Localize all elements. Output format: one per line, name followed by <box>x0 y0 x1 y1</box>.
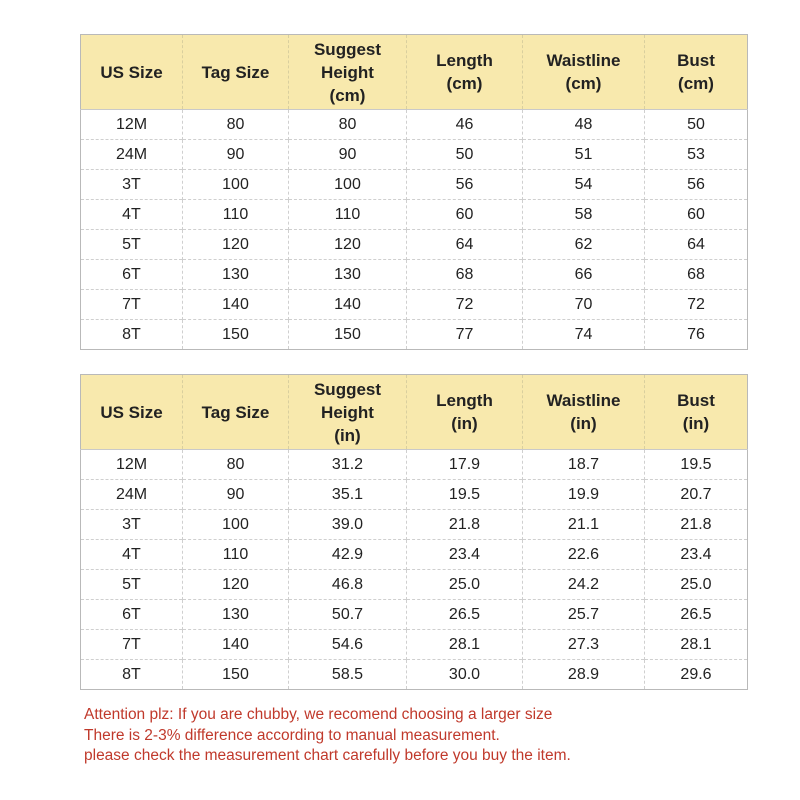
us-size-cell: 4T <box>81 200 183 230</box>
length-cell: 68 <box>407 260 523 290</box>
table-header <box>81 375 748 450</box>
waistline-cell: 25.7 <box>523 600 645 630</box>
waistline-cell: 54 <box>523 170 645 200</box>
note-line: There is 2-3% difference according to manual measurement. <box>84 726 500 744</box>
us-size-cell: 8T <box>81 660 183 690</box>
waistline-cell: 24.2 <box>523 570 645 600</box>
waistline-cell: 18.7 <box>523 450 645 480</box>
us-size-cell: 12M <box>115 455 148 473</box>
us-size-cell: 12M <box>115 115 148 133</box>
table-row <box>81 540 748 570</box>
table-row <box>81 570 748 600</box>
length-cell: 21.8 <box>407 510 523 540</box>
tag-size-cell: 80 <box>183 450 289 480</box>
bust-cell: 68 <box>645 260 748 290</box>
waistline-cell: 27.3 <box>523 630 645 660</box>
bust-cell: 21.8 <box>645 510 748 540</box>
us-size-cell: 5T <box>81 570 183 600</box>
bust-cell: 29.6 <box>645 660 748 690</box>
us-size-cell: 3T <box>81 170 183 200</box>
waistline-cell: 74 <box>523 320 645 350</box>
length-cell: 28.1 <box>407 630 523 660</box>
tag-size-cell: 110 <box>183 200 289 230</box>
height-cell: 110 <box>289 200 407 230</box>
height-cell: 46.8 <box>289 570 407 600</box>
height-cell: 35.1 <box>289 480 407 510</box>
length-cell: 50 <box>407 140 523 170</box>
waistline-cell: 62 <box>523 230 645 260</box>
length-cell: 60 <box>407 200 523 230</box>
height-cell: 100 <box>289 170 407 200</box>
length-cell: 23.4 <box>407 540 523 570</box>
us-size-cell: 24M <box>81 140 183 170</box>
bust-cell: 56 <box>645 170 748 200</box>
us-size-cell: 6T <box>81 600 183 630</box>
length-cell: 64 <box>407 230 523 260</box>
waistline-cell: 22.6 <box>523 540 645 570</box>
tag-size-cell: 140 <box>183 290 289 320</box>
waistline-cell: 58 <box>523 200 645 230</box>
tag-size-cell: 130 <box>183 260 289 290</box>
height-cell: 39.0 <box>289 510 407 540</box>
bust-cell: 76 <box>645 320 748 350</box>
table-row <box>81 140 748 170</box>
height-cell: 58.5 <box>289 660 407 690</box>
us-size-cell: 4T <box>81 540 183 570</box>
height-cell: 120 <box>289 230 407 260</box>
size-chart-inch-table <box>80 374 748 690</box>
header-bust: Bust (cm) <box>645 35 748 110</box>
height-cell: 130 <box>289 260 407 290</box>
height-cell: 140 <box>289 290 407 320</box>
waistline-cell: 51 <box>523 140 645 170</box>
header-length: Length (in) <box>407 375 523 450</box>
tag-size-cell: 100 <box>183 170 289 200</box>
length-cell: 56 <box>407 170 523 200</box>
length-cell: 46 <box>407 110 523 140</box>
header-suggest-height: Suggest Height (cm) <box>289 35 407 110</box>
bust-cell: 50 <box>645 110 748 140</box>
header-tag-size: Tag Size <box>183 375 289 450</box>
waistline-cell: 48 <box>523 110 645 140</box>
header-row <box>81 375 748 450</box>
note-line: Attention plz: If you are chubby, we recomend choosing a larger size <box>84 706 553 723</box>
header-waistline: Waistline (cm) <box>523 35 645 110</box>
us-size-cell: 3T <box>81 510 183 540</box>
waistline-cell: 66 <box>523 260 645 290</box>
waistline-cell: 21.1 <box>523 510 645 540</box>
bust-cell: 64 <box>645 230 748 260</box>
table-row <box>81 320 748 350</box>
header-tag-size: Tag Size <box>183 35 289 110</box>
height-cell: 54.6 <box>289 630 407 660</box>
bust-cell: 60 <box>645 200 748 230</box>
us-size-cell: 6T <box>81 260 183 290</box>
tag-size-cell: 130 <box>183 600 289 630</box>
height-cell: 50.7 <box>289 600 407 630</box>
tag-size-cell: 120 <box>183 570 289 600</box>
table-row <box>81 290 748 320</box>
table-header <box>81 35 748 110</box>
note-line: please check the measurement chart carefully before you buy the item. <box>84 747 571 764</box>
header-waistline: Waistline (in) <box>523 375 645 450</box>
length-cell: 25.0 <box>407 570 523 600</box>
height-cell: 31.2 <box>289 450 407 480</box>
bust-cell: 28.1 <box>645 630 748 660</box>
table-row <box>81 110 748 140</box>
length-cell: 30.0 <box>407 660 523 690</box>
us-size-cell: 7T <box>81 290 183 320</box>
waistline-cell: 70 <box>523 290 645 320</box>
tag-size-cell: 90 <box>183 480 289 510</box>
table-row <box>81 600 748 630</box>
header-bust: Bust (in) <box>645 375 748 450</box>
table-row <box>81 450 748 480</box>
header-suggest-height: Suggest Height (in) <box>289 375 407 450</box>
bust-cell: 72 <box>645 290 748 320</box>
bust-cell: 53 <box>645 140 748 170</box>
length-cell: 19.5 <box>407 480 523 510</box>
height-cell: 42.9 <box>289 540 407 570</box>
header-us-size: US Size <box>81 375 183 450</box>
tag-size-cell: 150 <box>183 320 289 350</box>
length-cell: 17.9 <box>407 450 523 480</box>
us-size-cell: 8T <box>81 320 183 350</box>
table-row <box>81 260 748 290</box>
height-cell: 90 <box>289 140 407 170</box>
table-body <box>81 450 748 690</box>
bust-cell: 19.5 <box>645 450 748 480</box>
us-size-cell: 24M <box>81 480 183 510</box>
bust-cell: 26.5 <box>645 600 748 630</box>
table-body <box>81 110 748 350</box>
tag-size-cell: 150 <box>183 660 289 690</box>
length-cell: 26.5 <box>407 600 523 630</box>
header-row <box>81 35 748 110</box>
length-cell: 77 <box>407 320 523 350</box>
header-length: Length (cm) <box>407 35 523 110</box>
table-row <box>81 230 748 260</box>
table-row <box>81 510 748 540</box>
table-row <box>81 170 748 200</box>
bust-cell: 20.7 <box>645 480 748 510</box>
us-size-cell: 7T <box>81 630 183 660</box>
table-row <box>81 630 748 660</box>
tag-size-cell: 100 <box>183 510 289 540</box>
tag-size-cell: 80 <box>183 110 289 140</box>
tag-size-cell: 110 <box>183 540 289 570</box>
tag-size-cell: 120 <box>183 230 289 260</box>
bust-cell: 25.0 <box>645 570 748 600</box>
height-cell: 150 <box>289 320 407 350</box>
size-chart-cm-table <box>80 34 748 350</box>
length-cell: 72 <box>407 290 523 320</box>
tag-size-cell: 140 <box>183 630 289 660</box>
table-row <box>81 660 748 690</box>
table-row <box>81 200 748 230</box>
table-row <box>81 480 748 510</box>
us-size-cell: 5T <box>81 230 183 260</box>
header-us-size: US Size <box>81 35 183 110</box>
height-cell: 80 <box>289 110 407 140</box>
tag-size-cell: 90 <box>183 140 289 170</box>
bust-cell: 23.4 <box>645 540 748 570</box>
waistline-cell: 28.9 <box>523 660 645 690</box>
waistline-cell: 19.9 <box>523 480 645 510</box>
attention-notes <box>84 705 571 767</box>
